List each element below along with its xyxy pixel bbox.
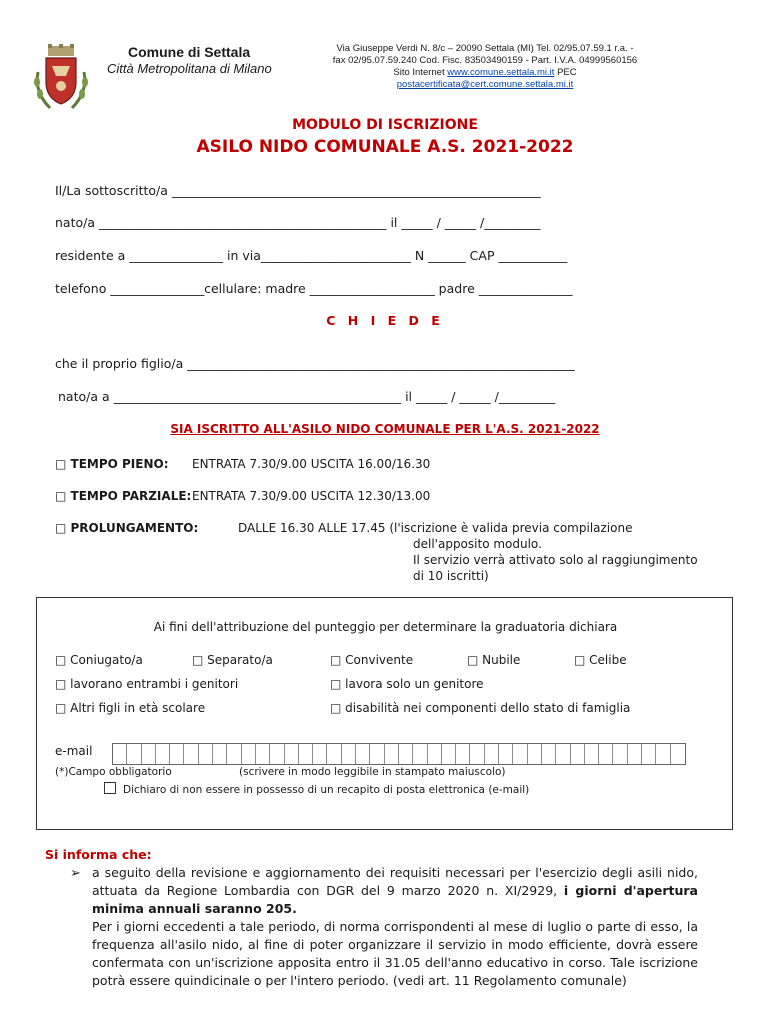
lavora-uno-checkbox[interactable]: □ lavora solo un genitore [330,677,484,691]
prolungamento-note-3: di 10 iscritti) [413,569,489,583]
asilo-title: ASILO NIDO COMUNALE A.S. 2021-2022 [196,137,574,157]
info-heading: Si informa che: [45,847,152,862]
disabilita-checkbox[interactable]: □ disabilità nei componenti dello stato di famiglia [330,701,631,715]
dichiarazione-box [36,597,733,830]
info-p1-text: a seguito della revisione e aggiornamento dei requisiti necessari per l'esercizio degli asili nido, attuata da Regione Lombardia con DGR del 9 marzo 2020 n. XI/2929, [92,865,698,898]
celibe-checkbox[interactable]: □ Celibe [574,653,627,667]
campo-obbligatorio-note: (*)Campo obbligatorio [55,766,172,778]
website-link[interactable]: www.comune.settala.mi.it [447,67,555,78]
separato-checkbox[interactable]: □ Separato/a [192,653,273,667]
comune-name: Comune di Settala [128,44,251,60]
prolungamento-note-2: Il servizio verrà attivato solo al raggiungimento [413,553,698,567]
tempo-pieno-orari: ENTRATA 7.30/9.00 USCITA 16.00/16.30 [192,457,431,471]
prolungamento-checkbox[interactable]: □ PROLUNGAMENTO: [55,521,199,535]
address-line: Via Giuseppe Verdi N. 8/c – 20090 Settala (MI) Tel. 02/95.07.59.1 r.a. - [336,43,634,54]
tempo-parziale-checkbox[interactable]: □ TEMPO PARZIALE: [55,489,192,503]
pec-link[interactable]: postacertificata@cert.comune.settala.mi.it [396,79,574,90]
prolungamento-note-1: dell'apposito modulo. [413,537,542,551]
fax-line: fax 02/95.07.59.240 Cod. Fisc. 83503490159 - Part. I.V.A. 04999560156 [332,55,638,66]
sia-iscritto-heading: SIA ISCRITTO ALL'ASILO NIDO COMUNALE PER L'A.S. 2021-2022 [170,422,600,436]
coniugato-checkbox[interactable]: □ Coniugato/a [55,653,143,667]
nato-field[interactable]: nato/a ______________________________________________ il _____ / _____ /_________ [55,215,541,230]
bullet-arrow-icon: ➢ [70,866,81,881]
modulo-title: MODULO DI ISCRIZIONE [292,117,478,133]
nubile-checkbox[interactable]: □ Nubile [467,653,521,667]
tempo-parziale-orari: ENTRATA 7.30/9.00 USCITA 12.30/13.00 [192,489,431,503]
box-heading: Ai fini dell'attribuzione del punteggio per determinare la graduatoria dichiara [153,620,618,634]
residente-field[interactable]: residente a _______________ in via________________________ N ______ CAP ___________ [55,248,568,263]
comune-subtitle: Città Metropolitana di Milano [107,61,272,76]
stampato-note: (scrivere in modo leggibile in stampato maiuscolo) [239,766,506,778]
prolungamento-orari: DALLE 16.30 ALLE 17.45 (l'iscrizione è valida previa compilazione [238,521,633,535]
email-label: e-mail [55,744,93,758]
email-input-grid[interactable] [112,743,686,765]
convivente-checkbox[interactable]: □ Convivente [330,653,414,667]
info-p1-bold: i giorni d'apertura minima annuali saranno 205. [92,883,698,916]
no-email-declaration: Dichiaro di non essere in possesso di un recapito di posta elettronica (e-mail) [123,784,530,796]
site-line [300,67,670,79]
lavorano-entrambi-checkbox[interactable]: □ lavorano entrambi i genitori [55,677,239,691]
no-email-checkbox[interactable] [104,782,116,794]
tempo-pieno-checkbox[interactable]: □ TEMPO PIENO: [55,457,169,471]
sottoscritto-field[interactable]: Il/La sottoscritto/a ___________________________________________________________ [55,183,541,198]
figlio-nato-field[interactable]: nato/a a ______________________________________________ il _____ / _____ /_________ [58,389,556,404]
info-paragraph-1 [92,864,698,918]
figlio-field[interactable]: che il proprio figlio/a ______________________________________________________________ [55,356,575,371]
contact-block [300,43,670,91]
comune-crest-logo [30,42,92,114]
altri-figli-checkbox[interactable]: □ Altri figli in età scolare [55,701,206,715]
site-prefix: Sito Internet [393,67,448,78]
telefono-field[interactable]: telefono _______________cellulare: madre ____________________ padre _______________ [55,281,573,296]
chiede-heading: C H I E D E [326,313,444,328]
info-paragraph-2: Per i giorni eccedenti a tale periodo, di norma corrispondenti al mese di luglio o parte di esso, la frequenza all'asilo nido, al fine di poter organizzare il servizio in modo efficiente, dovrà essere confermata con un'iscrizione apposita entro il 31.05 dell'anno educativo in corso. Tale iscrizione potrà essere quindicinale o per l'intero periodo. (vedi art. 11 Regolamento comunale) [92,919,698,988]
site-suffix: PEC [554,67,577,78]
